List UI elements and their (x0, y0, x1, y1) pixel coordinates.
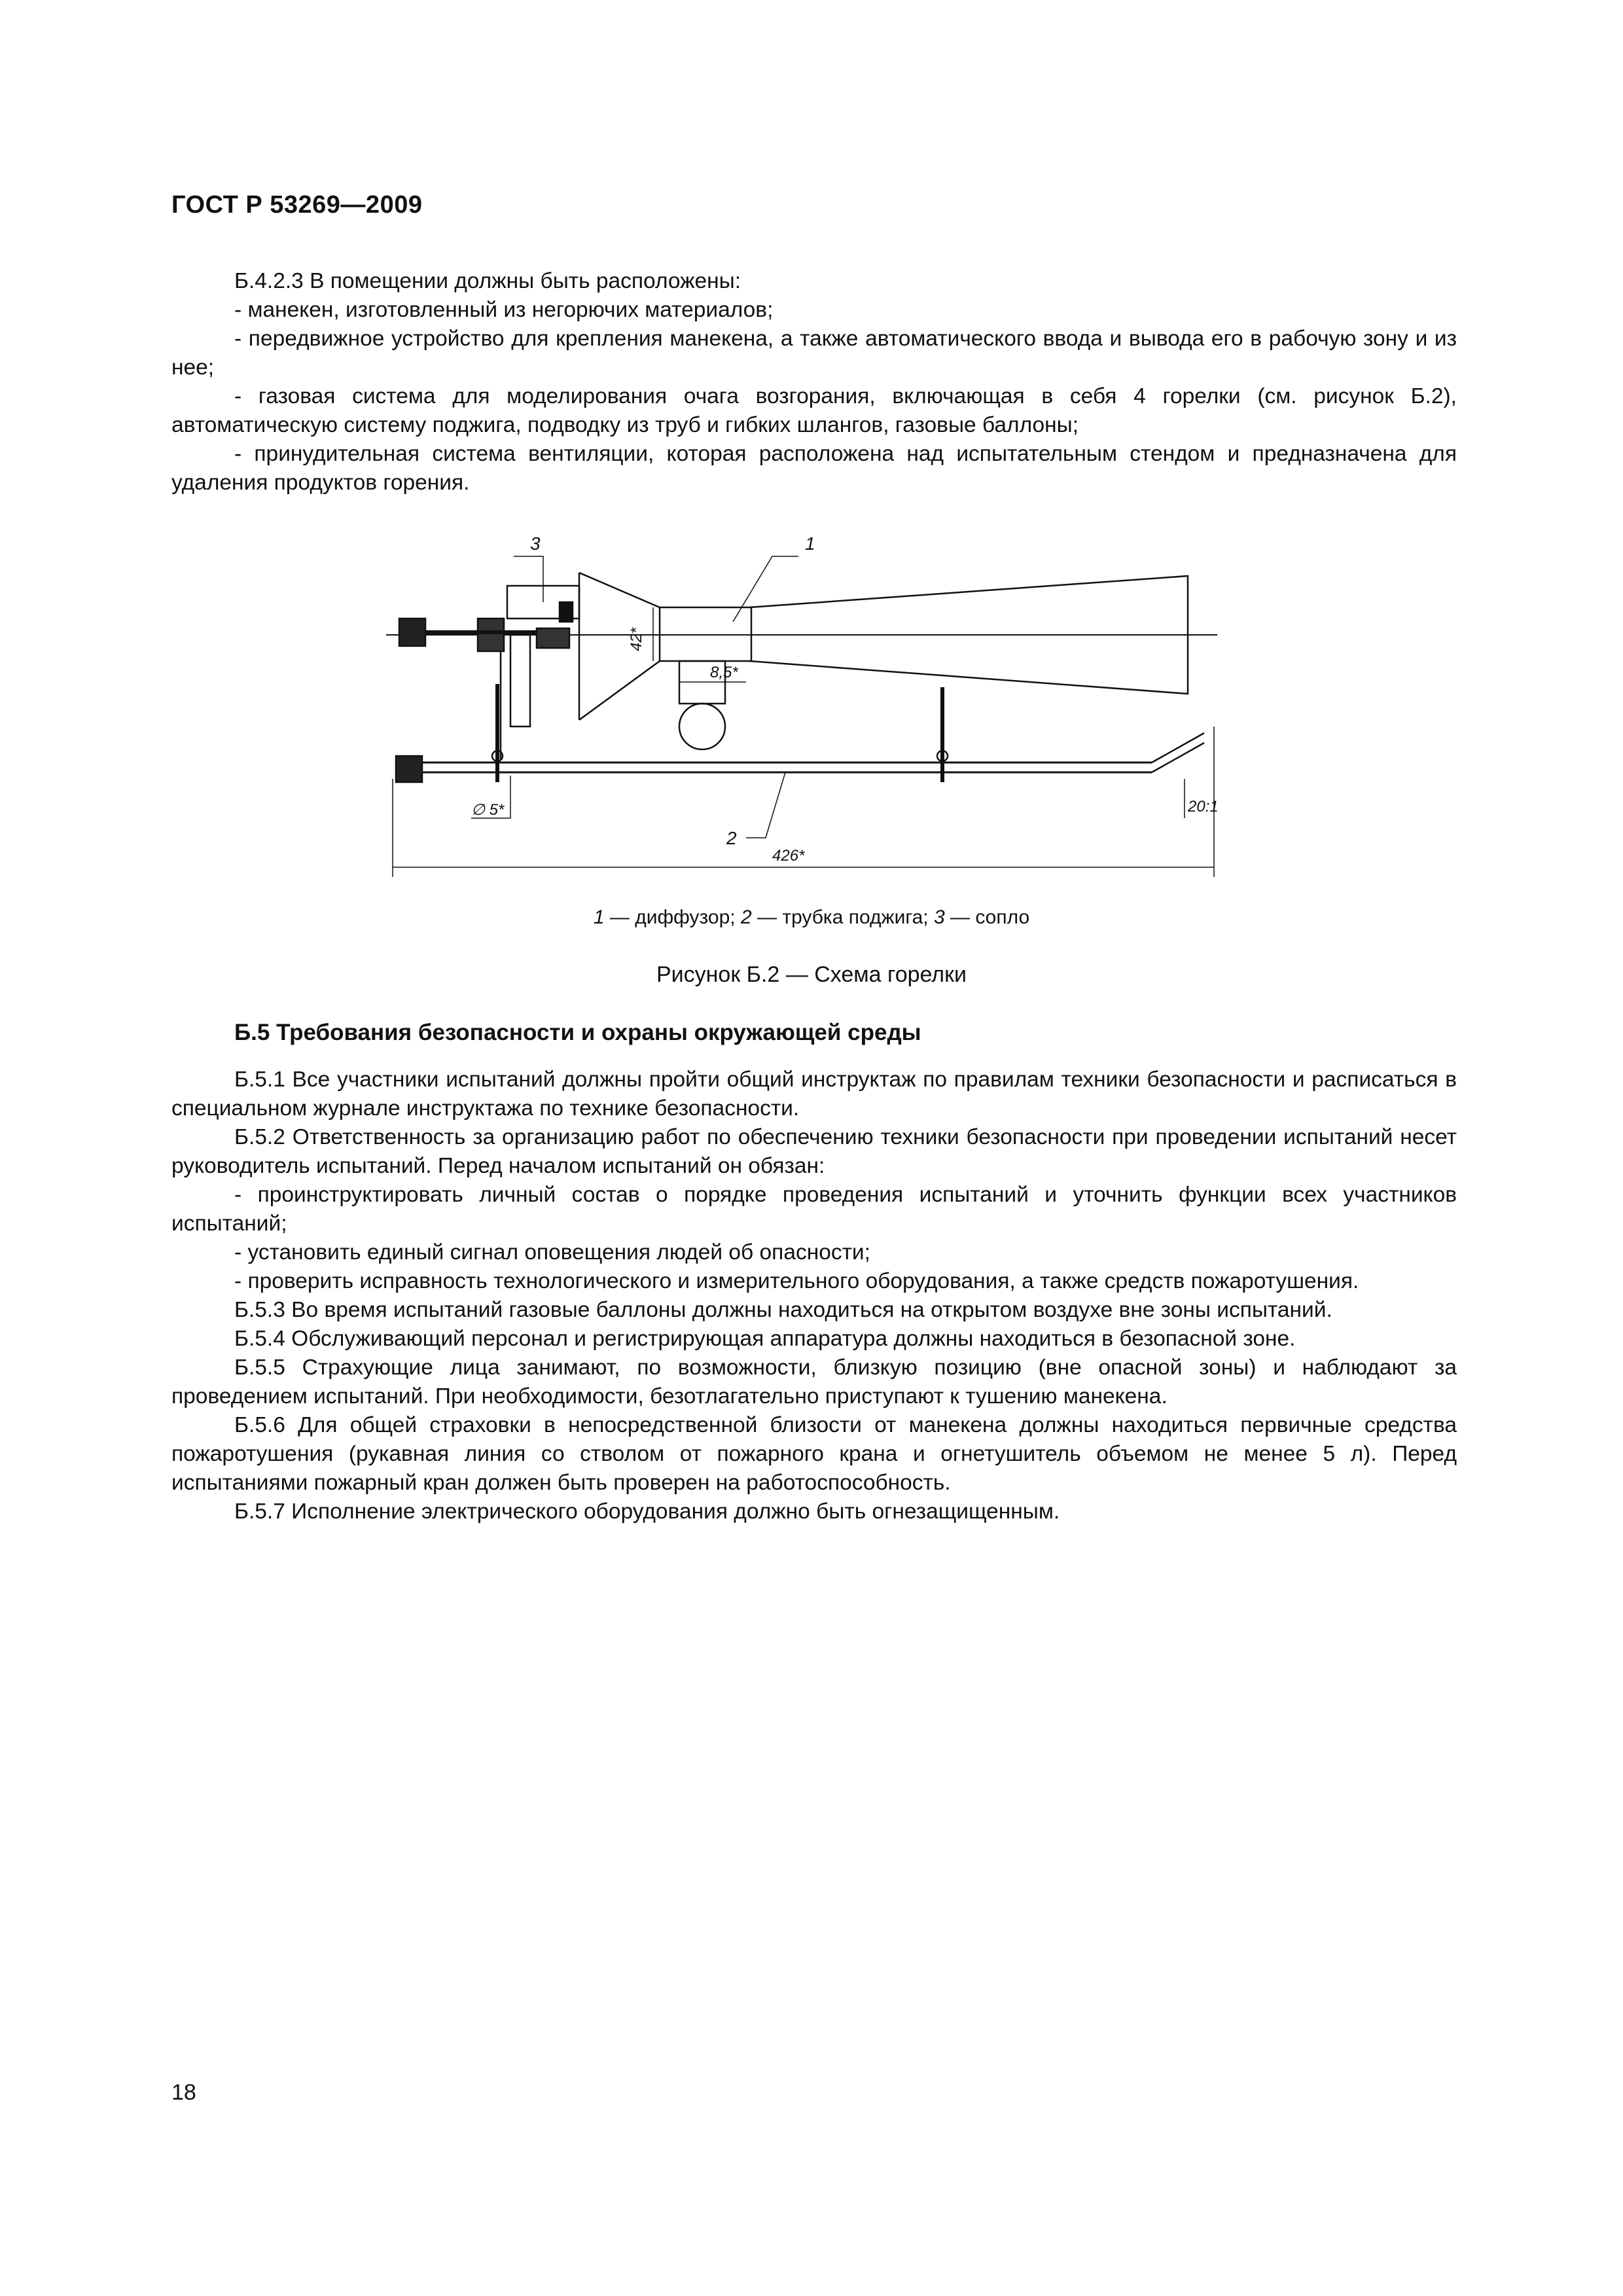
paragraph: Б.5.3 Во время испытаний газовые баллоны должны находиться на открытом воздухе вне зоны испытаний. (234, 1298, 1332, 1322)
callout-2: 2 (726, 828, 737, 848)
callout-1: 1 (805, 533, 815, 554)
figure-caption: Рисунок Б.2 — Схема горелки (656, 962, 967, 987)
paragraph: Б.5.7 Исполнение электрического оборудования должно быть огнезащищенным. (234, 1499, 1060, 1524)
dim-85-label: 8,5* (710, 664, 738, 681)
nozzle-tip (560, 602, 573, 622)
leader-3 (514, 556, 543, 602)
paragraph: Б.5.6 Для общей страховки в непосредственной близости от манекена должны находиться первичные средства пожаротушения (рукавная линия со стволом от пожарного крана и огнетушитель объемом не менее 5 л). Перед испытаниями пожарный кран должен быть проверен на работоспособность. (171, 1413, 1457, 1495)
legend-num-1: 1 (593, 906, 605, 928)
leader-1 (733, 556, 798, 622)
paragraph: Б.4.2.3 В помещении должны быть расположены: (234, 269, 741, 293)
callout-3: 3 (530, 533, 541, 554)
dim-5-label: ∅ 5* (471, 801, 505, 819)
nozzle-body (478, 619, 504, 651)
list-item: - принудительная система вентиляции, которая расположена над испытательным стендом и предназначена для удаления продуктов горения. (171, 442, 1457, 495)
list-item: - проинструктировать личный состав о порядке проведения испытаний и уточнить функции всех участников испытаний; (171, 1183, 1457, 1236)
dim-20-label: 20:1 (1188, 798, 1219, 816)
legend-text-1: — диффузор; (604, 906, 741, 928)
list-item: - передвижное устройство для крепления манекена, а также автоматического ввода и вывода его в рабочую зону и из нее; (171, 327, 1457, 380)
paragraph: Б.5.2 Ответственность за организацию работ по обеспечению техники безопасности при проведении испытаний несет руководитель испытаний. Перед началом испытаний он обязан: (171, 1125, 1457, 1178)
page-number: 18 (171, 2080, 196, 2105)
legend-text-3: — сопло (944, 906, 1030, 928)
legend-text-2: — трубка поджига; (751, 906, 934, 928)
bell-bottom (579, 661, 660, 720)
burner-diagram (380, 511, 1243, 890)
legend-num-2: 2 (740, 906, 752, 928)
leader-2 (746, 772, 785, 838)
dim-426-label: 426* (772, 847, 805, 865)
bell-top (579, 573, 660, 607)
paragraph: Б.5.4 Обслуживающий персонал и регистрирующая аппаратура должны находиться в безопасной зоне. (234, 1327, 1296, 1351)
paragraph: Б.5.1 Все участники испытаний должны пройти общий инструктаж по правилам техники безопасности и расписаться в специальном журнале инструктажа по технике безопасности. (171, 1067, 1457, 1121)
list-item: - установить единый сигнал оповещения людей об опасности; (234, 1240, 870, 1265)
paragraph: Б.5.5 Страхующие лица занимают, по возможности, близкую позицию (вне опасной зоны) и наблюдают за проведением испытаний. При необходимости, безотлагательно приступают к тушению манекена. (171, 1355, 1457, 1408)
list-item: - газовая система для моделирования очага возгорания, включающая в себя 4 горелки (см. рисунок Б.2), автоматическую систему поджига, подводку из труб и гибких шлангов, газовые баллоны; (171, 384, 1457, 437)
nozzle-block (537, 628, 569, 648)
nozzle-stem (510, 635, 530, 726)
mount-circle (679, 704, 725, 749)
figure-legend (0, 906, 1623, 929)
list-item: - проверить исправность технологического и измерительного оборудования, а также средств пожаротушения. (234, 1269, 1359, 1293)
dim-42-label: 42* (628, 627, 645, 651)
section-title: Б.5 Требования безопасности и охраны окружающей среды (234, 1020, 921, 1045)
section-b5-text (171, 1066, 1457, 1526)
section-b423-text (171, 267, 1457, 497)
document-code: ГОСТ Р 53269—2009 (171, 191, 423, 219)
burner-drawing (380, 511, 1243, 890)
gas-fitting-bottom (396, 756, 422, 782)
gas-fitting-top (399, 619, 425, 646)
list-item: - манекен, изготовленный из негорючих материалов; (234, 298, 774, 322)
legend-num-3: 3 (933, 906, 945, 928)
